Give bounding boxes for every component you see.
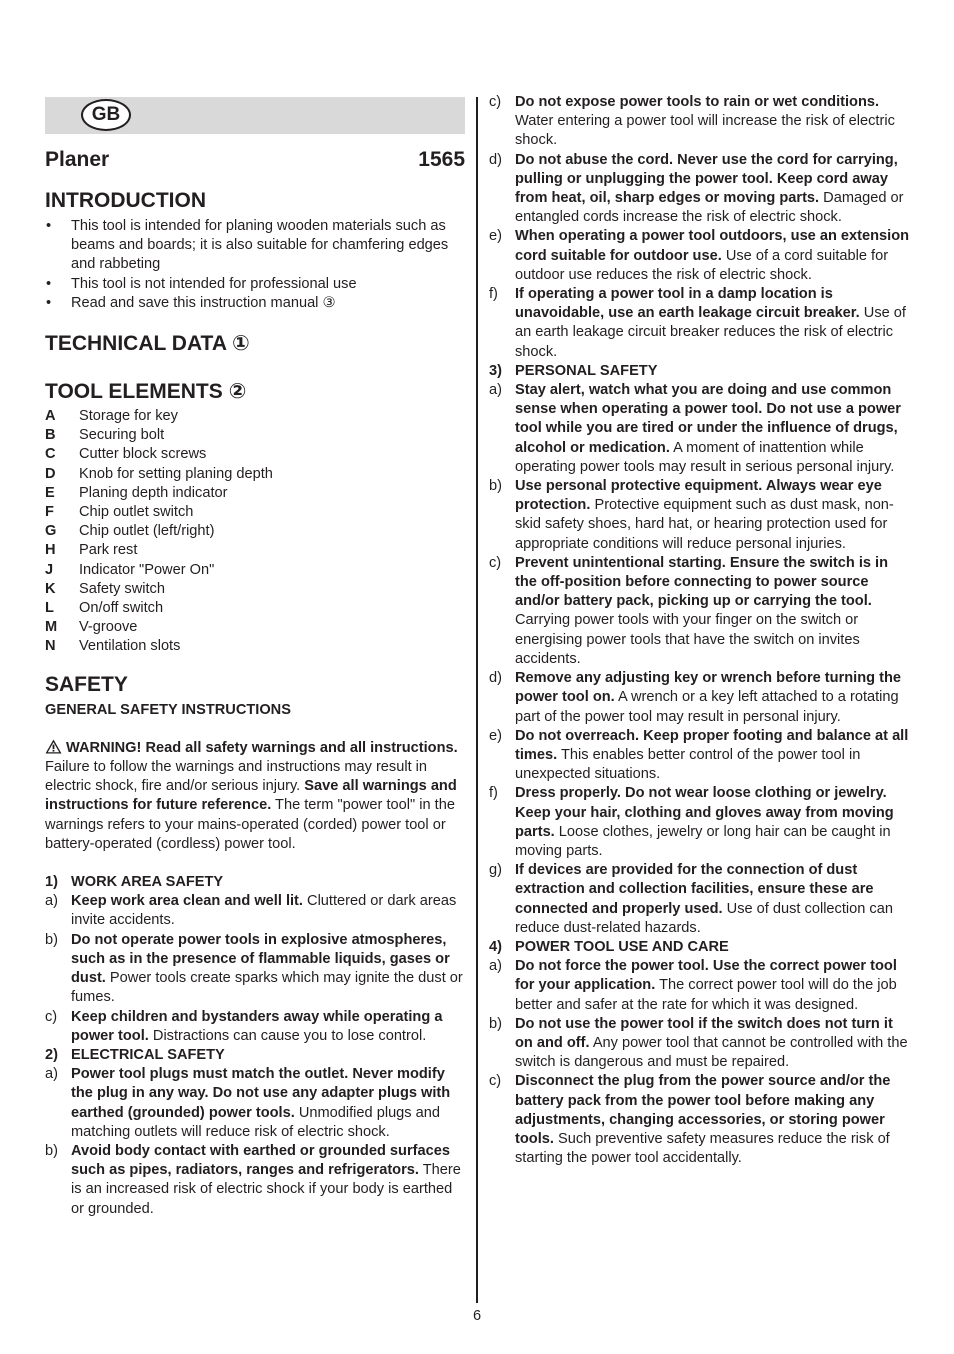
- item-plain-text: A moment of inattention while operating power tools may result in serious personal injury.: [515, 439, 895, 475]
- safety-item: [45, 1008, 465, 1046]
- item-bold-text: If operating a power tool in a damp location is unavoidable, use an earth leakage circuit breaker.: [515, 286, 860, 322]
- tool-element-row: [45, 465, 465, 484]
- tool-element-label: Indicator "Power On": [79, 561, 215, 578]
- technical-data-heading: TECHNICAL DATA ①: [45, 332, 250, 356]
- item-plain-text: Power tools create sparks which may ignite the dust or fumes.: [71, 970, 463, 1006]
- warning-bold-2: Save all warnings and instructions for future reference.: [45, 778, 457, 814]
- item-text: [515, 381, 913, 477]
- tool-element-letter: H: [45, 542, 56, 559]
- tool-element-label: V-groove: [79, 619, 138, 636]
- left-safety-sections: [45, 873, 465, 1219]
- tool-element-label: Safety switch: [79, 580, 165, 597]
- item-bold-text: Disconnect the plug from the power source and/or the battery pack from the power tool before making any adjustments, changing accessories, or storing power tools.: [515, 1073, 891, 1147]
- item-bold-text: Do not operate power tools in explosive atmospheres, such as in the presence of flammable liquids, gases or dust.: [71, 931, 450, 987]
- introduction-heading: INTRODUCTION: [45, 189, 206, 212]
- right-column: [489, 93, 913, 1168]
- item-text: [515, 477, 913, 554]
- item-text: [71, 892, 465, 930]
- tool-element-letter: B: [45, 427, 56, 444]
- safety-item: [45, 1142, 465, 1219]
- left-column: [45, 97, 465, 1219]
- item-marker: c): [489, 1073, 502, 1090]
- item-plain-text: This enables better control of the power tool in unexpected situations.: [515, 746, 861, 783]
- item-bold-text: If devices are provided for the connection of dust extraction and collection facilities, ensure these are connected and properly used.: [515, 862, 874, 917]
- safety-item: [489, 1072, 913, 1168]
- item-plain-text: Use of a cord suitable for outdoor use reduces the risk of electric shock.: [515, 247, 889, 283]
- item-bold-text: Do not expose power tools to rain or wet conditions.: [515, 94, 880, 110]
- item-text: [515, 285, 913, 362]
- tool-element-label: On/off switch: [79, 600, 164, 617]
- item-text: [71, 1065, 465, 1142]
- item-plain-text: Any power tool that cannot be controlled with the switch is dangerous and must be repaired.: [515, 1034, 908, 1071]
- item-text: [515, 1072, 913, 1168]
- item-bold-text: Do not overreach. Keep proper footing and balance at all times.: [515, 727, 909, 763]
- item-text: [71, 931, 465, 1008]
- safety-item: [489, 861, 913, 938]
- item-bold-text: Do not force the power tool. Use the correct power tool for your application.: [515, 958, 897, 994]
- language-badge: GB: [81, 99, 131, 131]
- item-plain-text: Protective equipment such as dust mask, non-skid safety shoes, hard hat, or hearing protection used for appropriate conditions will reduce personal injuries.: [515, 497, 894, 552]
- item-bold-text: Stay alert, watch what you are doing and use common sense when operating a power tool. Do not use a power tool while you are tired or under the influence of drugs, alcohol or medication.: [515, 382, 901, 456]
- tool-element-row: [45, 541, 465, 560]
- tool-element-row: [45, 561, 465, 580]
- tool-element-row: [45, 618, 465, 637]
- item-plain-text: Use of an earth leakage circuit breaker reduces the risk of electric shock.: [515, 305, 906, 360]
- item-plain-text: Unmodified plugs and matching outlets will reduce risk of electric shock.: [71, 1104, 440, 1140]
- safety-item: [489, 784, 913, 861]
- item-text: [515, 227, 913, 285]
- item-marker: a): [45, 1066, 58, 1083]
- safety-section-heading: [45, 1046, 465, 1065]
- tool-element-letter: E: [45, 484, 55, 501]
- item-plain-text: Cluttered or dark areas invite accidents.: [71, 893, 457, 929]
- safety-item: [489, 957, 913, 1015]
- item-plain-text: A wrench or a key left attached to a rotating part of the power tool may result in personal injury.: [515, 689, 899, 725]
- item-bold-text: Remove any adjusting key or wrench before turning the power tool on.: [515, 670, 902, 706]
- item-bold-text: Dress properly. Do not wear loose clothing or jewelry. Keep your hair, clothing and gloves away from moving parts.: [515, 785, 894, 840]
- item-bold-text: Use personal protective equipment. Always wear eye protection.: [515, 478, 882, 514]
- item-plain-text: Water entering a power tool will increase the risk of electric shock.: [515, 113, 895, 149]
- item-marker: e): [489, 727, 502, 744]
- item-bold-text: When operating a power tool outdoors, use an extension cord suitable for outdoor use.: [515, 228, 910, 264]
- warning-text-1: Failure to follow the warnings and instructions may result in electric shock, fire and/or serious injury.: [45, 759, 428, 795]
- item-bold-text: Power tool plugs must match the outlet. Never modify the plug in any way. Do not use any adapter plugs with earthed (grounded) power tools.: [71, 1066, 451, 1121]
- safety-item: [45, 1065, 465, 1142]
- item-bold-text: Do not abuse the cord. Never use the cord for carrying, pulling or unplugging the power tool. Keep cord away from heat, oil, sharp edges or moving parts.: [515, 151, 898, 207]
- item-marker: g): [489, 862, 502, 879]
- item-bold-text: Keep work area clean and well lit.: [71, 893, 303, 910]
- item-marker: b): [45, 931, 58, 948]
- intro-bullet: • This tool is not intended for professional use: [45, 275, 465, 294]
- tool-element-letter: D: [45, 465, 56, 482]
- tool-element-letter: N: [45, 638, 56, 655]
- safety-item: [489, 669, 913, 727]
- item-plain-text: Damaged or entangled cords increase the risk of electric shock.: [515, 190, 904, 226]
- warning-paragraph: [45, 739, 465, 854]
- safety-item: [489, 477, 913, 554]
- tool-element-row: [45, 637, 465, 656]
- warning-triangle-icon: [45, 739, 62, 754]
- introduction-list: [45, 217, 465, 313]
- item-marker: a): [45, 893, 58, 910]
- tool-element-label: Knob for setting planing depth: [79, 465, 273, 482]
- item-bold-text: Prevent unintentional starting. Ensure the switch is in the off-position before connecting to power source and/or battery pack, picking up or carrying the tool.: [515, 554, 889, 610]
- section-title: WORK AREA SAFETY: [71, 874, 224, 891]
- item-bold-text: Avoid body contact with earthed or grounded surfaces such as pipes, radiators, ranges and refrigerators.: [71, 1142, 450, 1179]
- language-header-bar: [45, 97, 465, 134]
- safety-item: [489, 151, 913, 228]
- tool-element-letter: A: [45, 408, 56, 425]
- tool-elements-heading: TOOL ELEMENTS ②: [45, 380, 247, 404]
- safety-item: [489, 227, 913, 285]
- intro-bullet: • This tool is intended for planing wooden materials such as beams and boards; it is also suitable for chamfering edges and rabbeting: [45, 217, 465, 275]
- item-marker: d): [489, 670, 502, 687]
- item-text: [71, 1142, 465, 1219]
- safety-item: [489, 381, 913, 477]
- tool-element-row: [45, 599, 465, 618]
- safety-item: [489, 727, 913, 785]
- item-plain-text: The correct power tool will do the job better and safer at the rate for which it was designed.: [515, 977, 897, 1013]
- tool-elements-list: [45, 407, 465, 657]
- tool-element-row: [45, 503, 465, 522]
- section-number: 2): [45, 1046, 58, 1063]
- tool-element-label: Chip outlet switch: [79, 504, 194, 521]
- item-text: [515, 93, 913, 151]
- item-text: [515, 784, 913, 861]
- product-name: Planer: [45, 148, 110, 171]
- tool-element-row: [45, 484, 465, 503]
- tool-element-row: [45, 522, 465, 541]
- safety-item: [489, 1015, 913, 1073]
- product-model: 1565: [418, 148, 465, 171]
- item-marker: b): [489, 1015, 502, 1032]
- column-divider: [476, 97, 478, 1303]
- tool-element-letter: F: [45, 504, 54, 521]
- tool-element-label: Ventilation slots: [79, 638, 181, 655]
- item-marker: a): [489, 958, 502, 975]
- tool-element-row: [45, 426, 465, 445]
- warning-text-2: The term "power tool" in the warnings refers to your mains-operated (corded) power tool or battery-operated (cordless) power tool.: [45, 797, 455, 852]
- tool-element-label: Storage for key: [79, 408, 178, 425]
- tool-element-label: Planing depth indicator: [79, 484, 228, 501]
- tool-element-label: Chip outlet (left/right): [79, 523, 215, 540]
- spacer: [45, 854, 465, 873]
- item-bold-text: Do not use the power tool if the switch does not turn it on and off.: [515, 1015, 893, 1051]
- item-text: [515, 957, 913, 1015]
- safety-item: [489, 285, 913, 362]
- page-number: 6: [472, 1308, 482, 1324]
- item-marker: c): [489, 554, 502, 571]
- item-marker: c): [489, 94, 502, 110]
- item-plain-text: There is an increased risk of electric shock if your body is earthed or grounded.: [71, 1162, 461, 1217]
- tool-element-row: [45, 580, 465, 599]
- tool-element-label: Park rest: [79, 542, 138, 559]
- tool-element-row: [45, 407, 465, 426]
- item-text: [515, 727, 913, 785]
- safety-item: [489, 554, 913, 669]
- tool-element-letter: J: [45, 561, 54, 578]
- tool-element-letter: L: [45, 600, 54, 617]
- item-marker: b): [45, 1142, 58, 1159]
- product-title-row: [45, 147, 465, 173]
- safety-section-heading: [45, 873, 465, 892]
- item-plain-text: Distractions can cause you to lose control.: [148, 1027, 427, 1044]
- general-safety-subheading: GENERAL SAFETY INSTRUCTIONS: [45, 701, 291, 718]
- item-marker: f): [489, 286, 498, 303]
- item-text: [71, 1008, 465, 1046]
- item-plain-text: Use of dust collection can reduce dust-related hazards.: [515, 900, 893, 936]
- item-plain-text: Such preventive safety measures reduce the risk of starting the power tool accidentally.: [515, 1130, 890, 1167]
- safety-item: [45, 892, 465, 930]
- tool-element-letter: K: [45, 580, 56, 597]
- item-bold-text: Keep children and bystanders away while operating a power tool.: [71, 1008, 443, 1044]
- item-plain-text: Carrying power tools with your finger on the switch or energising power tools that have the switch on invites accidents.: [515, 612, 860, 667]
- tool-element-letter: G: [45, 523, 57, 540]
- tool-element-letter: C: [45, 446, 56, 463]
- safety-section-heading: [489, 362, 913, 381]
- item-marker: a): [489, 382, 502, 399]
- tool-element-label: Cutter block screws: [79, 446, 207, 463]
- item-text: [515, 151, 913, 228]
- item-marker: c): [45, 1008, 58, 1025]
- item-plain-text: Loose clothes, jewelry or long hair can be caught in moving parts.: [515, 823, 891, 859]
- item-marker: f): [489, 785, 498, 802]
- tool-element-label: Securing bolt: [79, 427, 165, 444]
- safety-heading: SAFETY: [45, 672, 128, 696]
- section-number: 4): [489, 938, 502, 955]
- section-number: 3): [489, 362, 502, 379]
- item-text: [515, 669, 913, 727]
- section-title: ELECTRICAL SAFETY: [71, 1046, 225, 1063]
- section-title: PERSONAL SAFETY: [515, 362, 658, 379]
- tool-element-letter: M: [45, 619, 58, 636]
- item-text: [515, 554, 913, 669]
- item-text: [515, 861, 913, 938]
- warning-bold-1: WARNING! Read all safety warnings and all instructions.: [66, 739, 458, 756]
- section-number: 1): [45, 874, 58, 891]
- safety-section-heading: [489, 938, 913, 957]
- section-title: POWER TOOL USE AND CARE: [515, 938, 729, 955]
- item-marker: b): [489, 478, 502, 495]
- intro-bullet: • Read and save this instruction manual ③: [45, 294, 465, 313]
- safety-item: [45, 931, 465, 1008]
- item-marker: e): [489, 228, 502, 245]
- item-marker: d): [489, 151, 502, 168]
- tool-element-row: [45, 445, 465, 464]
- safety-item: [489, 93, 913, 151]
- item-text: [515, 1015, 913, 1073]
